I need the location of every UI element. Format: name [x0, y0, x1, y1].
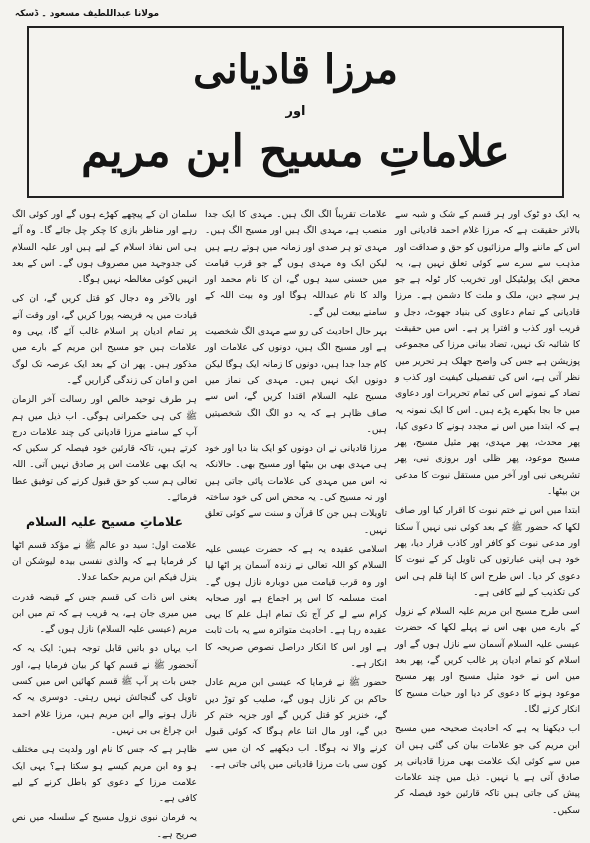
paragraph: ہر طرف توحید خالص اور رسالت آخر الزمان ﷺ کی ہی حکمرانی ہوگی۔ اب ذیل میں ہم آپ کے سامنے مرزا قادیانی کی چند علامات درج کرتے ہیں، تاکہ قارئین خود فیصلہ کر سکیں کہ یہ ایک بھی علامت اس پر صادق نہیں آتی۔ اللہ تعالی ہم سب کو حق قبول کرنے کی توفیق عطا فرمائے۔	[12, 394, 197, 504]
paragraph: مرزا قادیانی نے ان دونوں کو ایک بنا دیا اور خود ہی مہدی بھی بن بیٹھا اور مسیح بھی۔ حالانکہ نہ اس میں مہدی کی علامات پائی جاتی ہیں اور نہ مسیح کی۔ یہ محض اس کی خود ساختہ تاویلات ہیں جن کا قرآن و سنت سے کوئی تعلق نہیں۔	[205, 443, 387, 536]
author-byline: مولانا عبداللطیف مسعود ۔ ڈسکہ	[14, 9, 160, 19]
paragraph: علامات تقریباً الگ الگ ہیں۔ مہدی کا ایک جدا منصب ہے، مہدی الگ ہیں اور مسیح الگ ہیں۔ مہدی تو ہر صدی اور زمانہ میں ہوتے رہے ہیں لیکن ایک وہ مہدی ہوں گے جو قرب قیامت میں حسنی سید ہوں گے، ان کا نام محمد اور والد کا نام عبداللہ ہوگا اور وہ بیت اللہ کے سامنے بیعت لیں گے۔	[205, 209, 387, 318]
paragraph: علامت اول: سید دو عالم ﷺ نے مؤکد قسم اٹھا کر فرمایا ہے کہ والذی نفسی بیدہ لیوشکن ان ینزل فیکم ابن مریم حکما عدلا۔	[12, 539, 197, 584]
paragraph: بہر حال احادیث کی رو سے مہدی الگ شخصیت ہے اور مسیح الگ ہیں، دونوں کی علامات اور کام جدا جدا ہیں، دونوں کا زمانہ ایک ہوگا لیکن دونوں ایک نہیں ہیں۔ مہدی کی نماز میں مسیح علیہ السلام اقتدا کریں گے، اس سے صاف ظاہر ہے کہ یہ دو الگ الگ شخصیتیں ہیں۔	[205, 326, 387, 435]
paragraph: اب دیکھنا یہ ہے کہ احادیث صحیحہ میں مسیح ابن مریم کی جو علامات بیان کی گئی ہیں ان میں سے کوئی ایک علامت بھی مرزا قادیانی پر صادق آتی ہے یا نہیں۔ ذیل میں چند علامات پیش کی جاتی ہیں تاکہ قارئین خود فیصلہ کر سکیں۔	[395, 723, 580, 816]
article-title-box	[27, 26, 564, 198]
paragraph: اسلامی عقیدہ یہ ہے کہ حضرت عیسی علیہ السلام کو اللہ تعالی نے زندہ آسمان پر اٹھا لیا اور وہ قرب قیامت میں دوبارہ نازل ہوں گے۔ امت مسلمہ کا اس پر اجماع ہے اور صحابہ کرام سے لے کر آج تک تمام اہل علم کا یہی عقیدہ رہا ہے۔ احادیث متواترہ سے یہ بات ثابت ہے اور اس کا انکار دراصل نصوص صریحہ کا انکار ہے۔	[205, 543, 387, 670]
paragraph: حضور ﷺ نے فرمایا کہ عیسی ابن مریم عادل حاکم بن کر نازل ہوں گے، صلیب کو توڑ دیں گے، خنزیر کو قتل کریں گے اور جزیہ ختم کر دیں گے، اور مال اتنا عام ہوگا کہ کوئی قبول کرنے والا نہ ہوگا۔ اب دیکھیے کہ ان میں سے کون سی بات مرزا قادیانی میں پائی جاتی ہے۔	[205, 677, 387, 770]
paragraph: اور بالآخر وہ دجال کو قتل کریں گے، ان کی قیادت میں یہ فریضہ پورا کریں گے، اور وقت آنے پر تمام ادیان پر اسلام غالب آئے گا، یہی وہ علامات ہیں جو مسیح ابن مریم کے بارے میں مذکور ہیں۔ پھر ان کے بعد ایک عرصہ تک لوگ امن و امان کی زندگی گزاریں گے۔	[12, 293, 197, 386]
article-title: مرزا قادیانی	[193, 46, 398, 93]
section-heading: علاماتِ مسیح علیہ السلام	[25, 514, 184, 530]
title-conjunction: اور	[285, 104, 306, 119]
paragraph: ابتدا میں اس نے ختم نبوت کا اقرار کیا اور صاف لکھا کہ حضور ﷺ کے بعد کوئی نبی نہیں آ سکتا اور مدعی نبوت کو کافر اور کاذب قرار دیا، پھر خود ہی اپنی عبارتوں کی تاویل کر کے نبوت کا دعوی کر دیا۔ اس طرح اس کا اپنا قلم ہی اس کی تکذیب کے لیے کافی ہے۔	[395, 505, 580, 598]
paragraph: اسی طرح مسیح ابن مریم علیہ السلام کے نزول کے بارے میں بھی اس نے پہلے لکھا کہ حضرت عیسی علیہ السلام آسمان سے نازل ہوں گے اور اسلام کو تمام ادیان پر غالب کریں گے، پھر بعد میں اس نے خود مثیل مسیح اور پھر مسیح موعود ہونے کا دعوی کر دیا اور حیات مسیح کا انکار کرنے لگا۔	[395, 606, 580, 715]
paragraph: یہ فرمان نبوی نزول مسیح کے سلسلہ میں نص صریح ہے۔	[12, 812, 197, 840]
column-left	[12, 207, 197, 840]
paragraph: یعنی اس ذات کی قسم جس کے قبضہ قدرت میں میری جان ہے، یہ قریب ہے کہ تم میں ابن مریم (عیسی علیہ السلام) نازل ہوں گے۔	[12, 591, 197, 636]
paragraph: ظاہر ہے کہ جس کا نام اور ولدیت ہی مختلف ہو وہ ابن مریم کیسے ہو سکتا ہے؟ یہی ایک علامت مرزا کے دعوی کو باطل کرنے کے لیے کافی ہے۔	[12, 744, 197, 805]
paragraph: یہ ایک دو ٹوک اور ہر قسم کے شک و شبہ سے بالاتر حقیقت ہے کہ مرزا غلام احمد قادیانی اور اس کے ماننے والے مرزائیوں کو حق و صداقت اور مذہب سے سرے سے کوئی تعلق نہیں ہے، یہ محض ایک پولیٹیکل اور تخریب کار ٹولہ ہے جو ہر سچے دین، ملک و ملت کا دشمن ہے۔ مرزا قادیانی کے تمام دعاوی کی بنیاد جھوٹ، دجل و فریب اور کذب و افترا پر ہے۔ اس میں حقیقت کا شائبہ تک نہیں، تضاد بیانی مرزا کی مجموعی پوزیشن ہے جس کی واضح جھلک ہر تحریر میں نظر آتی ہے، اس کی تفصیلی کیفیت اور کذب و تضاد کے نمونے اس کی تمام تحریرات اور دعاوی میں جا بجا بکھرے پڑے ہیں۔ اس کا ایک نمونہ یہ ہے کہ ابتدا میں اس نے مجدد ہونے کا دعوی کیا، پھر محدث، پھر مہدی، پھر مثیل مسیح، پھر مسیح موعود، پھر ظلی اور بروزی نبی، پھر تشریعی نبی اور آخر میں مستقل نبوت کا مدعی بن بیٹھا۔	[395, 209, 580, 498]
column-right	[395, 207, 580, 831]
column-middle	[205, 207, 387, 831]
paragraph: اب یہاں دو باتیں قابل توجہ ہیں: ایک یہ کہ آنحضور ﷺ نے قسم کھا کر بیان فرمایا ہے، اور جس بات پر آپ ﷺ قسم کھائیں اس میں کسی تاویل کی گنجائش نہیں رہتی۔ دوسری یہ کہ نازل ہونے والے ابن مریم ہیں، مرزا غلام احمد ابن چراغ بی بی نہیں۔	[12, 643, 197, 736]
paragraph: سلمان ان کے پیچھے کھڑے ہوں گے اور کوئی الگ رہے اور مناظر بازی کا چکر چل جائے گا۔ وہ آئے ہی اس نفاذ اسلام کے لیے ہیں اور علیہ السلام کی جدوجہد میں مصروف ہوں گے۔ اس کے بعد انہیں کوئی مغالطہ نہیں ہوگا۔	[12, 209, 197, 286]
article-subtitle: علاماتِ مسیح ابن مریم	[81, 126, 510, 177]
